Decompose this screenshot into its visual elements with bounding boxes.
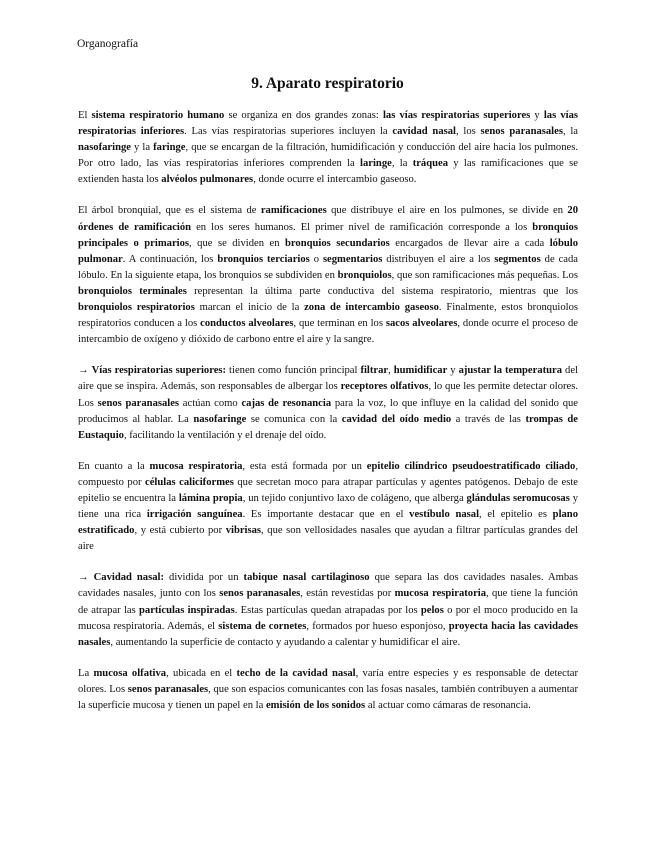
text-run: , los [456, 126, 481, 138]
bold-term: tráquea [412, 158, 449, 170]
bold-term: bronquiolos respiratorios [78, 302, 195, 314]
bold-term: glándulas seromucosas [466, 492, 570, 504]
bold-term: senos paranasales [127, 683, 209, 695]
text-run: , que terminan en los [293, 318, 386, 330]
bold-term: proyecta hacia las cavidades nasales [78, 620, 579, 648]
text-run: que secretan moco para atrapar partículas y agentes patógenos. Debajo de este epitelio se encuentra la [78, 476, 578, 504]
bold-term: lámina propia [178, 492, 243, 504]
text-run: , que se dividen en [189, 237, 285, 249]
text-run: y [447, 365, 459, 377]
bold-term: lóbulo pulmonar [78, 237, 578, 265]
text-run: y las ramificaciones que se extienden hasta los [78, 158, 578, 186]
bold-term: bronquios principales o primarios [78, 221, 578, 249]
text-run: del aire que se inspira. Además, son responsables de albergar los [78, 365, 578, 393]
text-run: , y está cubierto por [134, 525, 226, 537]
bold-term: vestíbulo nasal [409, 509, 480, 521]
bold-term: segmentarios [322, 253, 383, 265]
text-run: La [78, 667, 94, 679]
text-run: que separa las dos cavidades nasales. Ambas cavidades nasales, junto con los [78, 572, 578, 600]
text-run: , están revestidas por [300, 588, 395, 600]
bold-term: Vías respiratorias superiores: [91, 365, 227, 377]
text-run: tienen como función principal [226, 365, 361, 377]
body-text [78, 108, 578, 729]
bold-term: ajustar la temperatura [458, 365, 563, 377]
text-run: → [78, 572, 94, 584]
bold-term: células caliciformes [145, 476, 234, 488]
bold-term: nasofaringe [78, 142, 131, 154]
text-run: , ubicada en el [166, 667, 237, 679]
text-run: , formados por hueso esponjoso, [306, 620, 449, 632]
bold-term: sistema respiratorio humano [91, 110, 225, 121]
bold-term: techo de la cavidad nasal [236, 667, 356, 679]
text-run: , la [391, 158, 413, 170]
text-run: distribuyen el aire a los [382, 253, 495, 265]
text-run: o [309, 253, 323, 265]
bold-term: bronquiolos [337, 269, 392, 281]
bold-term: filtrar [360, 365, 389, 377]
text-run: marcan el inicio de la [194, 302, 305, 314]
bold-term: bronquios terciarios [217, 253, 310, 265]
paragraph-olfactory-mucosa [78, 666, 578, 714]
text-run: se comunica con la [246, 413, 342, 425]
bold-term: bronquiolos terminales [78, 285, 187, 297]
paragraph-respiratory-mucosa [78, 459, 578, 556]
text-run: . Finalmente, estos bronquiolos respiratorios conducen a los [78, 302, 578, 330]
bold-term: tabique nasal cartilaginoso [243, 572, 370, 584]
text-run: , que son espacios comunicantes con las fosas nasales, también contribuyen a aumentar la superficie mucosa y tienen un papel en la [78, 683, 578, 711]
text-run: . Estas partículas quedan atrapadas por los [234, 604, 421, 616]
text-run: se organiza en dos grandes zonas: [224, 110, 383, 121]
text-run: , que tiene la función de atrapar las [78, 588, 578, 616]
text-run: El [78, 110, 92, 121]
text-run: y tiene una rica [78, 492, 578, 521]
bold-term: mucosa respiratoria [149, 460, 243, 472]
bold-term: epitelio cilíndrico pseudoestratificado ciliado [366, 460, 576, 472]
bold-term: 20 órdenes de ramificación [78, 205, 578, 233]
text-run: . Las vías respiratorias superiores incluyen la [184, 126, 393, 138]
text-run: a través de las [451, 413, 526, 425]
paragraph-upper-airways [78, 363, 578, 443]
text-run: , que son vellosidades nasales que ayudan a filtrar partículas grandes del aire [78, 525, 578, 553]
bold-term: sacos alveolares [385, 318, 458, 330]
bold-term: receptores olfativos [340, 381, 429, 393]
text-run: , lo que les permite detectar olores. Los [78, 381, 578, 409]
text-run: , la [562, 126, 578, 138]
text-run: , compuesto por [78, 460, 579, 488]
bold-term: alvéolos pulmonares [161, 174, 254, 186]
text-run: dividida por un [164, 572, 244, 584]
bold-term: conductos alveolares [200, 318, 294, 330]
bold-term: sistema de cornetes [218, 620, 307, 632]
bold-term: senos paranasales [480, 126, 563, 138]
text-run: , un tejido conjuntivo laxo de colágeno, que alberga [242, 492, 467, 504]
text-run: El árbol bronquial, que es el sistema de [78, 205, 261, 217]
text-run: En cuanto a la [78, 460, 150, 472]
bold-term: ramificaciones [260, 205, 327, 217]
bold-term: nasofaringe [193, 413, 247, 425]
bold-term: cavidad del oído medio [341, 413, 452, 425]
text-run: , donde ocurre el proceso de intercambio de oxígeno y dióxido de carbono entre el aire y la sangre. [78, 318, 578, 346]
text-run: actúan como [179, 397, 242, 409]
text-run: . A continuación, los [122, 253, 218, 265]
text-run: → [78, 365, 92, 377]
text-run: de cada lóbulo. En la siguiente etapa, los bronquios se subdividen en [78, 253, 579, 281]
text-run: y [530, 110, 544, 121]
text-run: al actuar como cámaras de resonancia. [365, 700, 531, 711]
paragraph-nasal-cavity [78, 570, 578, 650]
text-run: , esta está formada por un [242, 460, 367, 472]
bold-term: las vías respiratorias inferiores [78, 110, 578, 138]
bold-term: plano estratificado [78, 509, 578, 537]
text-run: , donde ocurre el intercambio gaseoso. [253, 174, 417, 186]
text-run: representan la última parte conductiva del sistema respiratorio, mientras que los [186, 285, 578, 297]
bold-term: laringe [360, 158, 392, 170]
text-run: , el epitelio es [479, 509, 553, 521]
text-run: para la voz, lo que influye en la calidad del sonido que producimos al hablar. La [78, 397, 578, 425]
bold-term: emisión de los sonidos [265, 700, 366, 711]
bold-term: cavidad nasal [392, 126, 456, 138]
text-run: , [388, 365, 394, 377]
bold-term: senos paranasales [97, 397, 180, 409]
bold-term: irrigación sanguínea [146, 509, 243, 521]
bold-term: humidificar [393, 365, 448, 377]
running-header: Organografía [77, 38, 139, 50]
text-run: , facilitando la ventilación y el drenaje del oído. [123, 429, 327, 441]
bold-term: cajas de resonancia [241, 397, 332, 409]
text-run: . Es importante destacar que en el [242, 509, 410, 521]
text-run: en los seres humanos. El primer nivel de ramificación corresponde a los [191, 221, 533, 233]
text-run: , que son ramificaciones más pequeñas. Los [391, 269, 578, 281]
text-run: , aumentando la superficie de contacto y ayudando a calentar y humidificar el aire. [110, 636, 461, 648]
bold-term: pelos [420, 604, 444, 616]
text-run: encargados de llevar aire a cada [389, 237, 550, 249]
text-run: que distribuye el aire en los pulmones, se divide en [326, 205, 568, 217]
bold-term: vibrisas [225, 525, 262, 537]
bold-term: mucosa olfativa [93, 667, 167, 679]
bold-term: zona de intercambio gaseoso [304, 302, 439, 314]
text-run: , que se encargan de la filtración, humidificación y conducción del aire hacia los pulmones. Por otro lado, las vías respiratorias inferiores comprenden la [78, 142, 578, 170]
text-run: o por el moco producido en la mucosa respiratoria. Además, el [78, 604, 578, 632]
bold-term: trompas de Eustaquio [78, 413, 578, 441]
bold-term: las vías respiratorias superiores [382, 110, 531, 121]
paragraph-intro [78, 108, 578, 188]
bold-term: segmentos [494, 253, 541, 265]
bold-term: bronquios secundarios [285, 237, 390, 249]
bold-term: partículas inspiradas [139, 604, 235, 616]
section-title: 9. Aparato respiratorio [251, 75, 404, 92]
bold-term: Cavidad nasal: [93, 572, 164, 584]
text-run: , varía entre especies y es responsable de detectar olores. Los [78, 667, 578, 695]
paragraph-bronchial-tree [78, 203, 578, 348]
bold-term: senos paranasales [219, 588, 301, 600]
bold-term: mucosa respiratoria [394, 588, 487, 600]
text-run: y la [130, 142, 154, 154]
bold-term: faringe [153, 142, 186, 154]
